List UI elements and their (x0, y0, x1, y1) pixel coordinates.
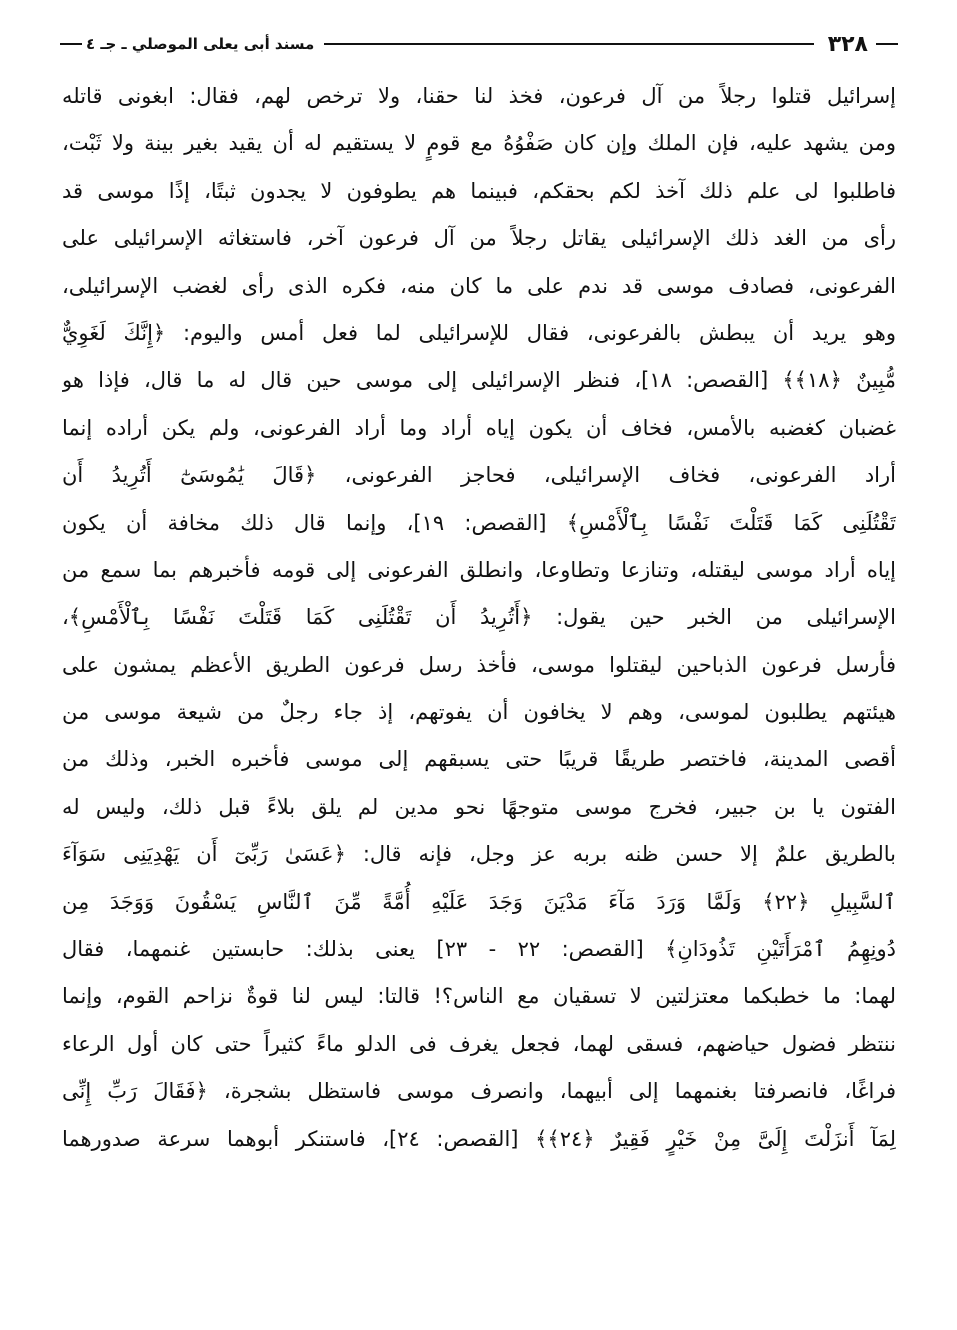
text-line: الفتون يا بن جبير، فخرج موسى متوجهًا نحو مدين لم يلق بلاءً قبل ذلك، وليس له (62, 794, 896, 819)
text-line: إياه أراد موسى ليقتله، وتنازعا وتطاوعا، وانطلق الفرعونى إلى قومه فأخبرهم بما سمع من (62, 557, 896, 582)
text-line: وهو يريد أن يبطش بالفرعونى، فقال للإسرائيلى لما فعل أمس واليوم: ﴿إِنَّكَ لَغَوِيٌّ (62, 320, 896, 345)
text-line: دُونِهِمُ ٱمْرَأَتَيْنِ تَذُودَانِ﴾ [القصص: ٢٢ - ٢٣] يعنى بذلك: حابستين غنمهما، فقال (62, 937, 896, 962)
text-line: الإسرائيلى من الخبر حين يقول: ﴿أَتُرِيدُ أَن تَقْتُلَنِى كَمَا قَتَلْتَ نَفْسًا بِٱلْأَمْسِ﴾، (62, 605, 896, 630)
text-line: رأى من الغد ذلك الإسرائيلى يقاتل رجلاً من آل فرعون آخر، فاستغاثه الإسرائيلى على (62, 226, 896, 251)
running-header (60, 28, 898, 60)
page-number: ٣٢٨ (827, 31, 868, 57)
page-body (62, 73, 896, 1163)
text-line: لِمَآ أَنزَلْتَ إِلَىَّ مِنْ خَيْرٍ فَقِيرٌ ﴿٢٤﴾﴾ [القصص: ٢٤]، فاستنكر أبوهما سرعة صدورهما (62, 1126, 896, 1151)
book-title: مسند أبى يعلى الموصلي ـ جـ ٤ (86, 35, 315, 53)
text-line: أقصى المدينة، فاختصر طريقًا قريبًا حتى يسبقهم إلى موسى فأخبره الخبر، وذلك من (62, 747, 896, 772)
text-line: مُّبِينٌ ﴿١٨﴾﴾ [القصص: ١٨]، فنظر الإسرائيلى إلى موسى حين قال له ما قال، فإذا هو (62, 368, 896, 393)
text-line: إسرائيل قتلوا رجلاً من آل فرعون، فخذ لنا حقنا، ولا ترخص لهم، فقال: ابغونى قاتله (62, 84, 896, 108)
text-line: فأرسل فرعون الذباحين ليقتلوا موسى، فأخذ رسل فرعون الطريق الأعظم يمشون على (62, 652, 896, 677)
text-line: بالطريق علمٌ إلا حسن ظنه بربه عز وجل، فإنه قال: ﴿عَسَىٰ رَبِّىٓ أَن يَهْدِيَنِى سَوَآءَ (62, 842, 896, 867)
header-dash (876, 43, 898, 45)
text-line: غضبان كغضبه بالأمس، فخاف أن يكون إياه أراد وما أراد الفرعونى، ولم يكن أراده إنما (62, 415, 896, 440)
text-line: ٱلسَّبِيلِ ﴿٢٢﴾ وَلَمَّا وَرَدَ مَآءَ مَدْيَنَ وَجَدَ عَلَيْهِ أُمَّةً مِّنَ ٱلنَّاسِ يَسْقُونَ وَوَجَدَ مِن (62, 889, 896, 914)
text-line: أراد الفرعونى، فخاف الإسرائيلى، فحاجز الفرعونى، ﴿قَالَ يَٰمُوسَىٰٓ أَتُرِيدُ أَن (62, 463, 896, 488)
text-line: لهما: ما خطبكما معتزلتين لا تسقيان مع الناس؟! قالتا: ليس لنا قوةٌ نزاحم القوم، وإنما (62, 984, 896, 1009)
text-line: فراغًا، فانصرفتا بغنمهما إلى أبيهما، وانصرف موسى فاستظل بشجرة، ﴿فَقَالَ رَبِّ إِنِّى (62, 1079, 896, 1104)
header-dash (60, 43, 82, 45)
text-line: تَقْتُلَنِى كَمَا قَتَلْتَ نَفْسًا بِٱلْأَمْسِ﴾ [القصص: ١٩]، وإنما قال ذلك مخافة أن يكون (62, 510, 896, 535)
text-line: ننتظر فضول حياضهم، فسقى لهما، فجعل يغرف فى الدلو ماءً كثيراً حتى كان أول الرعاء (62, 1031, 896, 1056)
header-rule (324, 43, 813, 45)
text-line: ومن يشهد عليه، فإن الملك وإن كان صَفْوُهُ مع قومٍ لا يستقيم له أن يقيد بغير بينة ولا ثَبْت، (62, 131, 896, 156)
text-line: الفرعونى، فصادف موسى قد ندم على ما كان منه، فكره الذى رأى لغضب الإسرائيلى، (62, 273, 896, 298)
text-line: فاطلبوا لى علم ذلك آخذ لكم بحقكم، فبينما هم يطوفون لا يجدون ثبتًا، إذًا موسى قد (62, 178, 896, 203)
text-line: هيئتهم يطلبون لموسى، وهم لا يخافون أن يفوتهم، إذ جاء رجلٌ من شيعة موسى من (62, 700, 896, 725)
